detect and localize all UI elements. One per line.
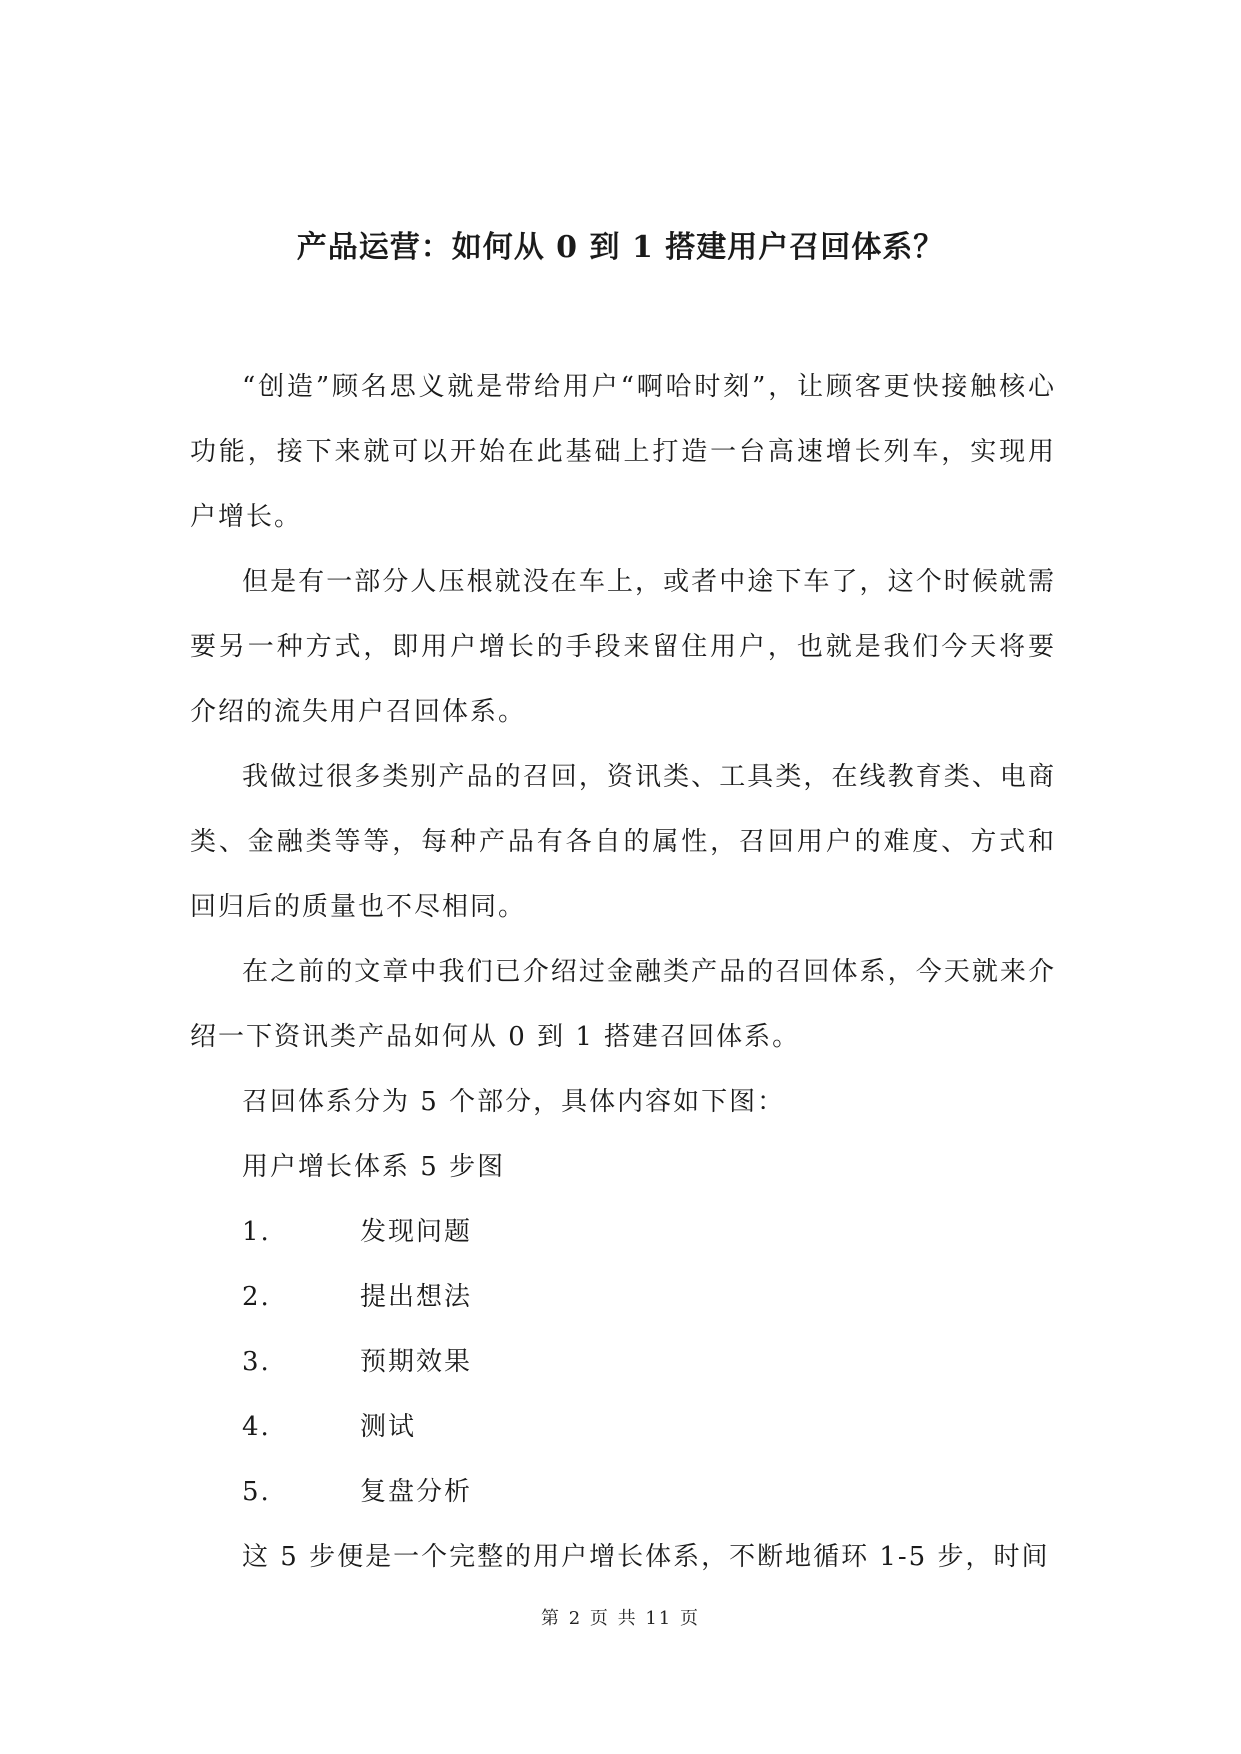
document-title: 产品运营：如何从 0 到 1 搭建用户召回体系？ [296, 230, 945, 265]
paragraph: 但是有一部分人压根就没在车上，或者中途下车了，这个时候就需要另一种方式，即用户增长的手段来留住用户，也就是我们今天将要介绍的流失用户召回体系。 [190, 567, 1056, 727]
list-text: 预期效果 [360, 1347, 473, 1377]
paragraph: 这 5 步便是一个完整的用户增长体系，不断地循环 1-5 步，时间 [242, 1542, 1050, 1572]
list-item [190, 1200, 1056, 1265]
paragraph: “创造”顾名思义就是带给用户“啊哈时刻”，让顾客更快接触核心功能，接下来就可以开始在此基础上打造一台高速增长列车，实现用户增长。 [190, 372, 1056, 532]
list-item [190, 1265, 1056, 1330]
list-text: 测试 [360, 1412, 417, 1442]
list-text: 复盘分析 [360, 1477, 473, 1507]
list-item [190, 1330, 1056, 1395]
list-number: 2. [242, 1282, 271, 1312]
list-number: 4. [242, 1412, 271, 1442]
list-text: 提出想法 [360, 1282, 473, 1312]
figure-caption: 用户增长体系 5 步图 [242, 1152, 506, 1182]
page-footer: 第 2 页 共 11 页 [541, 1608, 700, 1629]
list-number: 1. [242, 1217, 271, 1247]
list-number: 5. [242, 1477, 271, 1507]
list-item [190, 1395, 1056, 1460]
paragraph: 在之前的文章中我们已介绍过金融类产品的召回体系，今天就来介绍一下资讯类产品如何从 0 到 1 搭建召回体系。 [190, 957, 1056, 1052]
list-text: 发现问题 [360, 1217, 473, 1247]
list-number: 3. [242, 1347, 271, 1377]
paragraph: 召回体系分为 5 个部分，具体内容如下图： [242, 1087, 786, 1117]
paragraph: 我做过很多类别产品的召回，资讯类、工具类，在线教育类、电商类、金融类等等，每种产品有各自的属性，召回用户的难度、方式和回归后的质量也不尽相同。 [190, 762, 1056, 922]
list-item [190, 1460, 1056, 1525]
document-body [190, 355, 1056, 1590]
